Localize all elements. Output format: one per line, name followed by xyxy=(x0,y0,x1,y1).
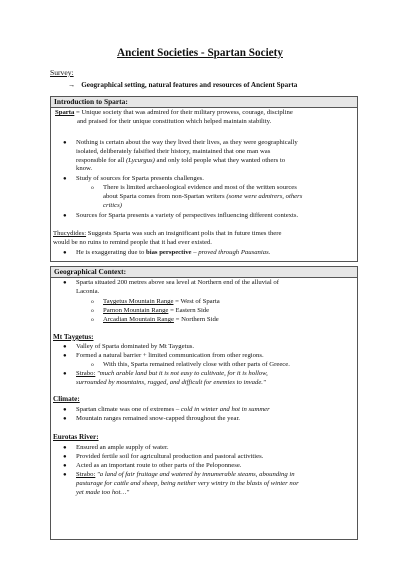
bullet-icon: ● xyxy=(63,454,67,460)
document-title: Ancient Societies - Spartan Society xyxy=(117,47,283,59)
list-item: Mountain ranges remained snow-capped throughout the year. xyxy=(76,415,240,422)
section-heading-mt-taygetus: Mt Taygetus: xyxy=(53,333,94,341)
bullet-icon: ● xyxy=(63,213,67,219)
sub-bullet-icon: o xyxy=(91,299,94,305)
list-item: Sparta situated 200 metres above sea level at Northern end of the alluvial of Laconia. xyxy=(76,279,279,295)
bullet-icon: ● xyxy=(63,445,67,451)
sub-bullet-icon: o xyxy=(91,317,94,323)
sparta-definition-line2: and praised for their unique constitution which helped maintain stability. xyxy=(77,118,272,125)
bullet-icon: ● xyxy=(63,280,67,286)
list-item: Study of sources for Sparta presents challenges. xyxy=(76,175,204,182)
bullet-icon: ● xyxy=(63,472,67,478)
list-item: Ensured an ample supply of water. xyxy=(76,444,169,451)
section-heading-climate: Climate: xyxy=(53,395,80,403)
survey-point-text: Geographical setting, natural features and resources of Ancient Sparta xyxy=(81,81,298,89)
geo-box xyxy=(50,266,358,540)
survey-point xyxy=(68,80,297,90)
section-heading-eurotas-river: Eurotas River: xyxy=(53,433,99,441)
sparta-term: Sparta xyxy=(55,109,75,116)
geo-heading: Geographical Context: xyxy=(51,267,357,278)
bullet-icon: ● xyxy=(63,176,67,182)
list-item: Sources for Sparta presents a variety of perspectives influencing different contexts. xyxy=(76,212,299,219)
bullet-icon: ● xyxy=(63,407,67,413)
sub-bullet-icon: o xyxy=(91,362,94,368)
list-item: Valley of Sparta dominated by Mt Taygetus. xyxy=(76,343,195,350)
list-item: Nothing is certain about the way they lived their lives, as they were geographically isolated, deliberately falsified their history, maintained that one man was responsible for all (Lycurgus) and only told people what they wanted others to know. xyxy=(76,139,298,173)
thucydides-line1: Thucydides: Suggests Sparta was such an insignificant polis that in future times there xyxy=(53,230,282,237)
geo-body xyxy=(51,278,357,538)
list-item: He is exaggerating due to bias perspective – proved through Pausanias. xyxy=(76,249,271,256)
sub-bullet-icon: o xyxy=(91,308,94,314)
thucydides-term: Thucydides: xyxy=(53,230,87,237)
bullet-icon: ● xyxy=(63,371,67,377)
list-item: Formed a natural barrier + limited communication from other regions. xyxy=(76,352,264,359)
range-parnon: Parnon Mountain Range = Eastern Side xyxy=(103,307,210,314)
range-arcadian: Arcadian Mountain Range = Northern Side xyxy=(103,316,219,323)
arrow-icon: → xyxy=(68,81,76,89)
intro-body xyxy=(51,108,357,260)
sub-bullet-icon: o xyxy=(91,185,94,191)
survey-label: Survey: xyxy=(50,68,74,77)
bullet-icon: ● xyxy=(63,353,67,359)
bullet-icon: ● xyxy=(63,416,67,422)
intro-heading: Introduction to Sparta: xyxy=(51,97,357,108)
bullet-icon: ● xyxy=(63,140,67,146)
thucydides-line2: would be no ruins to remind people that it had ever existed. xyxy=(53,239,212,246)
strabo-quote-river: Strabo: "a land of fair fruitage and watered by innumerable steams, abounding in pasturage for cattle and sheep, being neither very wintry in the blasts of winter nor yet made too hot…" xyxy=(76,471,299,496)
sparta-definition-line1: Sparta = Unique society that was admired for their military prowess, courage, discipline xyxy=(55,109,293,116)
list-item: Provided fertile soil for agricultural production and pastoral activities. xyxy=(76,453,264,460)
bullet-icon: ● xyxy=(63,250,67,256)
sub-list-item: There is limited archaeological evidence and most of the written sources about Sparta comes from non-Spartan writers (some were admirers, others critics) xyxy=(103,184,303,209)
bullet-icon: ● xyxy=(63,463,67,469)
list-item: Spartan climate was one of extremes – cold in winter and hot in summer xyxy=(76,406,270,413)
intro-box xyxy=(50,96,358,262)
bullet-icon: ● xyxy=(63,344,67,350)
range-taygetus: Taygetus Mountain Range = West of Sparta xyxy=(103,298,220,305)
strabo-quote-mountains: Strabo: "much arable land but it is not easy to cultivate, for it is hollow, surrounded by mountains, rugged, and difficult for enemies to invade." xyxy=(76,370,268,386)
list-item: Acted as an important route to other parts of the Peloponnese. xyxy=(76,462,242,469)
sub-list-item: With this, Sparta remained relatively close with other parts of Greece. xyxy=(103,361,290,368)
